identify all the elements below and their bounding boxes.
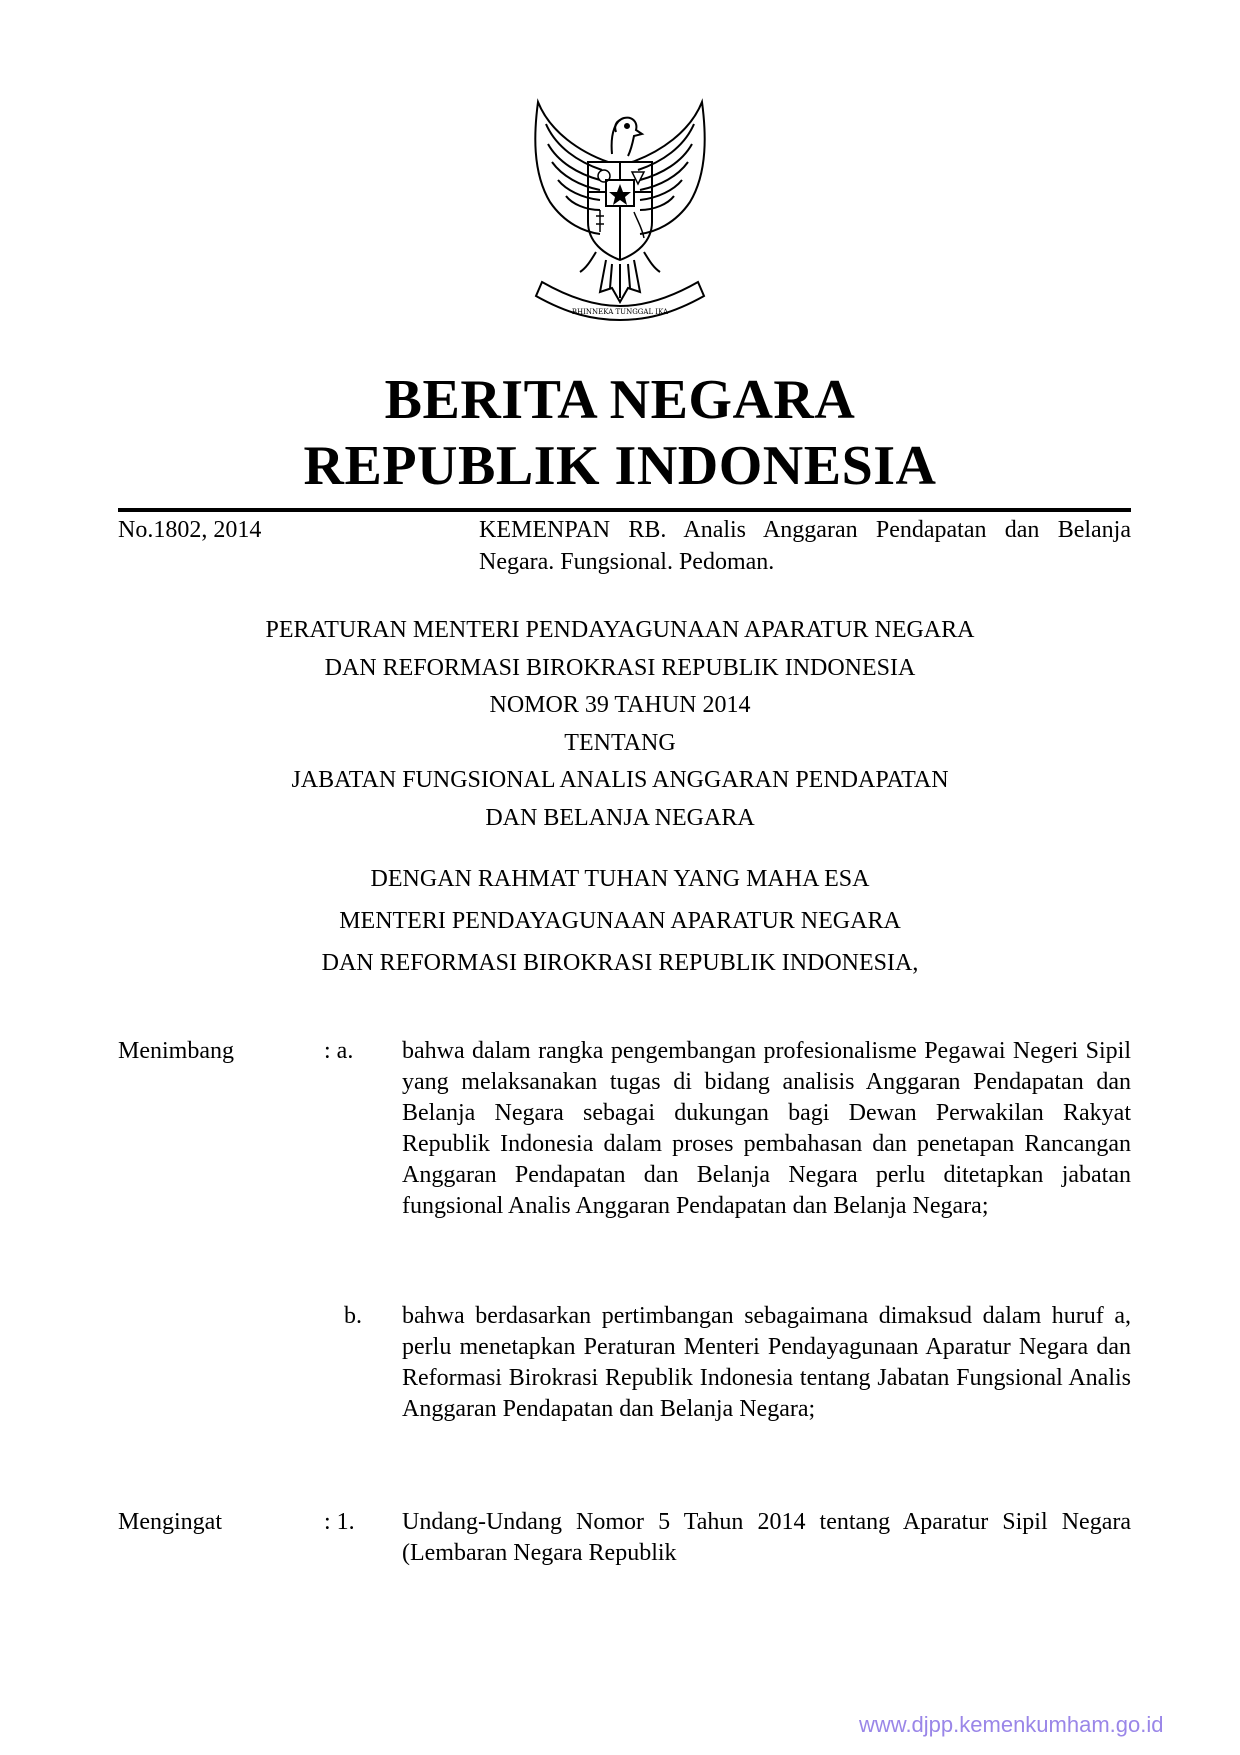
considering-item-b: bahwa berdasarkan pertimbangan sebagaimana dimaksud dalam huruf a, perlu menetapkan Peraturan Menteri Pendayagunaan Aparatur Negara dan Reformasi Birokrasi Republik Indonesia tentang Jabatan Fungsional Analis Anggaran Pendapatan dan Belanja Negara; — [402, 1303, 1131, 1422]
preamble-line: DAN REFORMASI BIROKRASI REPUBLIK INDONESIA, — [321, 950, 919, 976]
recalling-item-1: Undang-Undang Nomor 5 Tahun 2014 tentang Aparatur Sipil Negara (Lembaran Negara Republik — [402, 1509, 1131, 1566]
gazette-topic: KEMENPAN RB. Analis Anggaran Pendapatan dan Belanja Negara. Fungsional. Pedoman. — [479, 517, 1131, 575]
considering-item-a: bahwa dalam rangka pengembangan profesionalisme Pegawai Negeri Sipil yang melaksanakan tugas di bidang analisis Anggaran Pendapatan dan Belanja Negara sebagai dukungan bagi Dewan Perwakilan Rakyat Republik Indonesia dalam proses pembahasan dan penetapan Rancangan Anggaran Pendapatan dan Belanja Negara perlu ditetapkan jabatan fungsional Analis Anggaran Pendapatan dan Belanja Negara; — [402, 1038, 1131, 1219]
regulation-heading-line: PERATURAN MENTERI PENDAYAGUNAAN APARATUR NEGARA — [265, 617, 975, 643]
preamble-line: DENGAN RAHMAT TUHAN YANG MAHA ESA — [370, 866, 870, 892]
document-title-line2: REPUBLIK INDONESIA — [303, 435, 937, 497]
regulation-heading-line: JABATAN FUNGSIONAL ANALIS ANGGARAN PENDAPATAN — [291, 767, 949, 793]
preamble — [0, 858, 1240, 984]
regulation-heading-line: DAN BELANJA NEGARA — [485, 804, 755, 831]
garuda-pancasila-emblem — [520, 92, 720, 322]
considering-label: Menimbang — [118, 1038, 234, 1064]
preamble-line: MENTERI PENDAYAGUNAAN APARATUR NEGARA — [339, 908, 901, 934]
regulation-heading-line: NOMOR 39 TAHUN 2014 — [489, 692, 751, 718]
document-title-line1: BERITA NEGARA — [384, 369, 856, 431]
emblem-motto: BHINNEKA TUNGGAL IKA — [571, 308, 669, 316]
regulation-heading-line: TENTANG — [564, 729, 676, 756]
gazette-number: No.1802, 2014 — [118, 517, 262, 543]
title-divider — [118, 508, 1131, 512]
considering-marker-b: b. — [344, 1303, 362, 1329]
regulation-heading-line: DAN REFORMASI BIROKRASI REPUBLIK INDONESIA — [324, 654, 916, 681]
recalling-label: Mengingat — [118, 1509, 222, 1535]
considering-marker-a: : a. — [324, 1038, 354, 1064]
regulation-heading — [0, 612, 1240, 837]
source-website-link[interactable]: www.djpp.kemenkumham.go.id — [859, 1712, 1164, 1737]
recalling-marker-1: : 1. — [324, 1509, 355, 1535]
